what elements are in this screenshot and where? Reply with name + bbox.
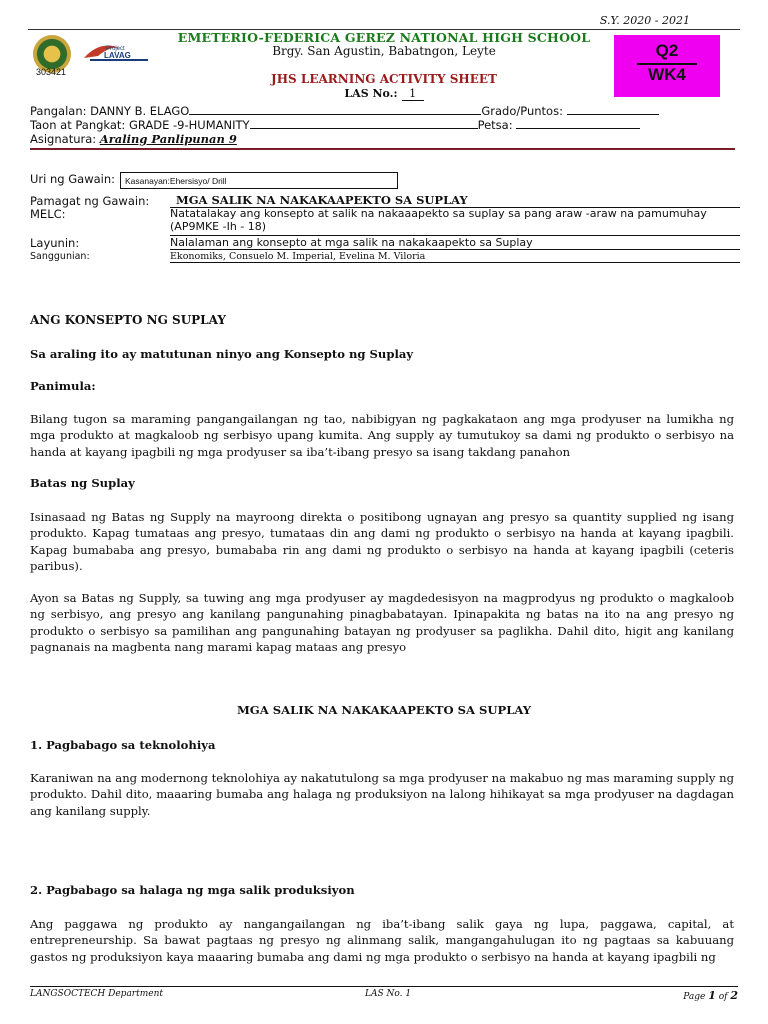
- reference-value: Ekonomiks, Consuelo M. Imperial, Evelina M. Viloria: [170, 251, 740, 263]
- subject-value: Araling Panlipunan 9: [99, 132, 237, 146]
- las-label: LAS No.:: [344, 87, 398, 100]
- quarter-label: Q2: [655, 41, 679, 60]
- date-blank[interactable]: [516, 128, 640, 129]
- item2-text: Ang paggawa ng produkto ay nangangailangan ng iba’t-ibang salik gaya ng lupa, paggawa, capital, at entrepreneurship. Sa bawat pagtaas ng presyo ng alinmang salik, mangangahulugan ito ng pagtaas sa kabuuang gastos ng produksiyon kaya maaaring bumaba ang dami ng mga produkto o serbisyo na handa at kayang ipagbili ng: [30, 917, 734, 964]
- activity-type-box: Kasanayan:Ehersisyo/ Drill: [120, 172, 398, 189]
- melc-line-1: Natatalakay ang konsepto at salik na nakaaapekto sa suplay sa pang araw -araw na pamumuhay: [170, 207, 707, 220]
- week-label: WK4: [648, 65, 686, 84]
- footer-department: LANGSOCTECH Department: [30, 989, 164, 999]
- melc-value: [170, 207, 707, 233]
- student-name-row: [30, 104, 659, 118]
- svg-text:LAVAG: LAVAG: [104, 51, 131, 60]
- grade-label: Grado/Puntos:: [481, 104, 563, 118]
- melc-label: MELC:: [30, 207, 66, 221]
- salik-heading: MGA SALIK NA NAKAKAAPEKTO SA SUPLAY: [236, 703, 532, 717]
- item1-text: Karaniwan na ang modernong teknolohiya ay nakatutulong sa mga prodyuser na makabuo ng mas maraming supply ng produkto. Dahil dito, maaaring bumaba ang halaga ng produksiyon na lalong hihikayat sa mga prodyuser na dagdagan ang kanilang supply.: [30, 771, 734, 818]
- footer-las: LAS No. 1: [365, 989, 412, 999]
- student-name: Pangalan: DANNY B. ELAGO: [30, 104, 190, 118]
- section-blank: [250, 128, 478, 129]
- date-label: Petsa:: [477, 118, 513, 132]
- page-of: of: [718, 992, 728, 1002]
- melc-line-2: (AP9MKE -Ih - 18): [170, 220, 267, 233]
- grade-blank[interactable]: [567, 114, 659, 115]
- subject-row: [30, 132, 237, 146]
- school-address: Brgy. San Agustin, Babatngon, Leyte: [272, 44, 496, 58]
- sheet-title: JHS LEARNING ACTIVITY SHEET: [271, 72, 497, 86]
- activity-title-value: MGA SALIK NA NAKAKAAPEKTO SA SUPLAY: [170, 193, 740, 208]
- student-section-row: [30, 118, 640, 132]
- footer-page: [683, 989, 738, 1002]
- name-blank: [189, 114, 481, 115]
- page-number: 1: [708, 989, 716, 1002]
- subject-label: Asignatura:: [30, 132, 97, 146]
- intro-statement: Sa araling ito ay matutunan ninyo ang Konsepto ng Suplay: [30, 347, 414, 361]
- activity-type-label: Uri ng Gawain:: [30, 172, 116, 186]
- item1-heading: 1. Pagbabago sa teknolohiya: [30, 738, 216, 752]
- item2-heading: 2. Pagbabago sa halaga ng mga salik produksiyon: [30, 883, 355, 897]
- svg-text:Project: Project: [106, 46, 125, 52]
- page-total: 2: [730, 989, 738, 1002]
- panimula-heading: Panimula:: [30, 379, 96, 393]
- header-divider: [30, 148, 735, 150]
- goal-label: Layunin:: [30, 236, 80, 250]
- school-year: S.Y. 2020 - 2021: [599, 14, 690, 27]
- main-heading: ANG KONSEPTO NG SUPLAY: [30, 313, 226, 327]
- panimula-text: Bilang tugon sa maraming pangangailangan ng tao, nabibigyan ng pagkakataon ang mga prodyuser na lumikha ng mga produkto at magkaloob ng serbisyo upang kumita. Ang supply ay tumutukoy sa dami ng produkto o serbisyo na handa at kayang ipagbili ng mga prodyuser sa iba’t-ibang presyo sa isang takdang panahon: [30, 412, 734, 459]
- goal-value: Nalalaman ang konsepto at mga salik na nakakaapekto sa Suplay: [170, 236, 740, 250]
- activity-title-label: Pamagat ng Gawain:: [30, 194, 150, 208]
- school-code: 303421: [36, 67, 67, 77]
- batas-text-2: Ayon sa Batas ng Supply, sa tuwing ang mga prodyuser ay magdedesisyon na magprodyus ng produkto o magkaloob ng serbisyo, ang presyo ang kanilang pangunahing pinagbabatayan. Ipinapakita ng batas na ito na ang presyo ng produkto o serbisyo sa pamilihan ang pangunahing batayan ng prodyuser sa paglikha. Dahil dito, higit ang kanilang pagnanais na magbenta nang marami kapag mataas ang presyo: [30, 591, 734, 654]
- reference-label: Sanggunian:: [30, 251, 90, 262]
- page-label: Page: [683, 992, 706, 1002]
- school-name: EMETERIO-FEDERICA GEREZ NATIONAL HIGH SCHOOL: [177, 30, 591, 45]
- student-section: Taon at Pangkat: GRADE -9-HUMANITY: [30, 118, 250, 132]
- las-number: 1: [402, 87, 424, 101]
- batas-heading: Batas ng Suplay: [30, 476, 135, 490]
- batas-text-1: Isinasaad ng Batas ng Supply na mayroong direkta o positibong ugnayan ang presyo sa quantity supplied ng isang produkto. Kapag tumataas ang presyo, tumataas din ang dami ng produkto o serbisyo na handa at kayang ipagbili. Kapag bumababa ang presyo, bumababa rin ang dami ng produkto o serbisyo na handa at kayang ipagbili (ceteris paribus).: [30, 510, 734, 573]
- page-footer: [30, 986, 738, 1002]
- quarter-week-badge: [614, 35, 720, 97]
